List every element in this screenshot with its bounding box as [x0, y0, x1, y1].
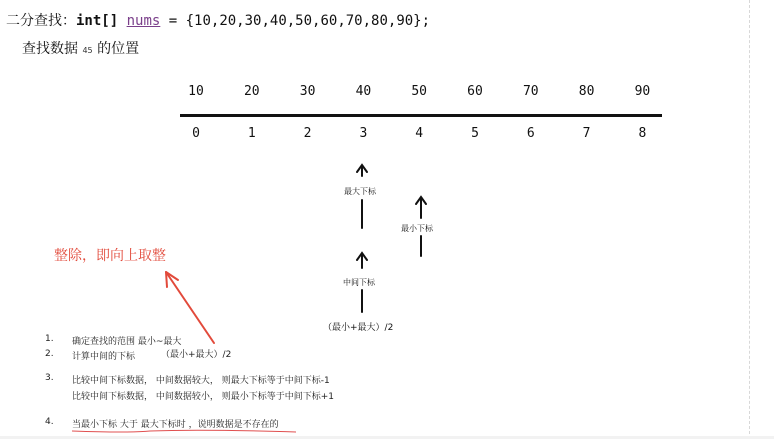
- mid-arrow-head-icon: [357, 253, 367, 268]
- array-value: 70: [522, 84, 539, 99]
- step-text: 当最小下标 大于 最大下标时 ，说明数据是不存在的: [72, 420, 279, 430]
- array-value: 10: [188, 84, 204, 99]
- step-number: 3.: [45, 373, 54, 383]
- search-target-value: 45: [82, 46, 93, 55]
- max-arrow-head-icon: [357, 165, 367, 176]
- title-variable: nums: [126, 13, 161, 29]
- max-index-label: 最大下标: [344, 187, 376, 196]
- array-index: 0: [192, 126, 200, 141]
- array-value: 80: [578, 84, 595, 99]
- mid-formula: （最小+最大）/2: [323, 323, 394, 333]
- array-index: 4: [415, 126, 424, 141]
- array-index: 6: [526, 126, 535, 141]
- array-value: 20: [243, 84, 260, 99]
- min-arrow-head-icon: [416, 197, 426, 218]
- min-index-label: 最小下标: [401, 224, 433, 233]
- step-text: 计算中间的下标: [72, 352, 136, 362]
- search-target-post: 的位置: [97, 41, 140, 57]
- step-text: 比较中间下标数据， 中间数据较小， 则最小下标等于中间下标+1: [72, 392, 334, 402]
- array-index: 7: [582, 126, 591, 141]
- step-text: 确定查找的范围 最小~最大: [72, 337, 182, 347]
- step-formula: （最小+最大）/2: [161, 350, 232, 360]
- step-number: 4.: [45, 417, 54, 427]
- array-index: 3: [359, 126, 368, 141]
- array-index: 2: [303, 126, 312, 141]
- step-text: 比较中间下标数据， 中间数据较大， 则最大下标等于中间下标-1: [72, 376, 330, 386]
- page-edge: [749, 0, 751, 439]
- mid-index-label: 中间下标: [343, 278, 375, 287]
- array-value: 30: [299, 84, 316, 99]
- rounding-note: 整除，即向上取整: [54, 248, 166, 264]
- title-type: int[]: [76, 13, 119, 29]
- array-value: 60: [467, 84, 483, 99]
- step-number: 1.: [45, 334, 54, 344]
- array-index: 1: [247, 126, 256, 141]
- title-array-literal: = {10,20,30,40,50,60,70,80,90};: [168, 13, 431, 29]
- array-value: 90: [634, 84, 651, 99]
- array-value: 50: [411, 84, 428, 99]
- step4-underline: [72, 430, 296, 432]
- array-index: 5: [471, 126, 479, 141]
- title-prefix: 二分查找：: [6, 13, 76, 29]
- note-arrow: [166, 272, 214, 343]
- step-number: 2.: [45, 349, 54, 359]
- array-value: 40: [355, 84, 372, 99]
- search-target-pre: 查找数据: [22, 41, 78, 57]
- array-index: 8: [638, 126, 647, 141]
